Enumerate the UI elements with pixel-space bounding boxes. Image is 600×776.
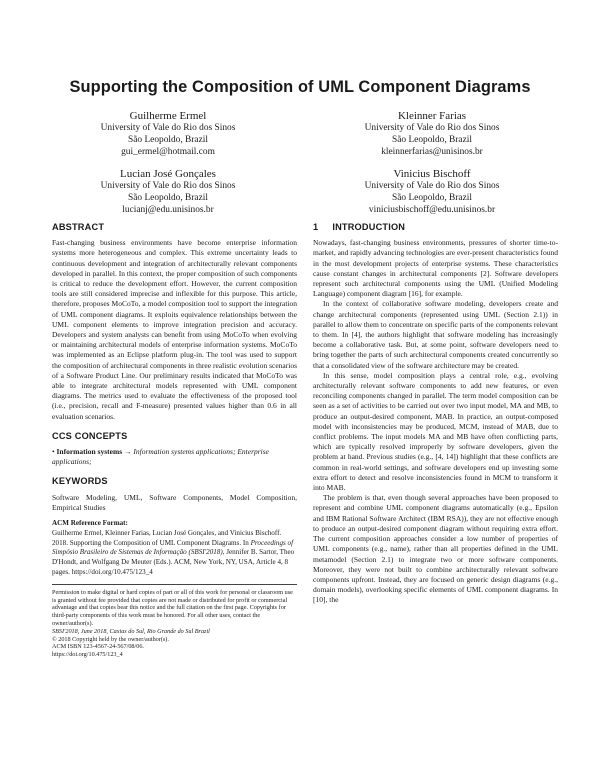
author-email: kleinnerfarias@unisinos.br	[381, 146, 483, 157]
keywords-text: Software Modeling, UML, Software Components, Model Composition, Empirical Studies	[52, 492, 297, 512]
author-affiliation: University of Vale do Rio dos Sinos	[364, 181, 500, 191]
author-location: São Leopoldo, Brazil	[128, 134, 208, 145]
section-title: INTRODUCTION	[332, 222, 406, 232]
author-block	[38, 168, 298, 216]
author-email: gui_ermel@hotmail.com	[121, 146, 215, 157]
left-column	[52, 222, 297, 659]
author-block	[302, 168, 562, 216]
intro-heading	[313, 222, 558, 232]
author-block	[302, 110, 562, 158]
author-email: viniciusbischoff@edu.unisinos.br	[368, 204, 496, 215]
doi-link[interactable]: https://doi.org/10.475/123_4	[52, 651, 123, 659]
keywords-heading: KEYWORDS	[52, 476, 108, 487]
author-name: Guilherme Ermel	[129, 110, 207, 122]
acm-reference-text	[52, 529, 297, 578]
abstract-text: Fast-changing business environments have become enterprise information systems more heterogeneous and complex. This extreme uncertainty leads to continuous development and integration of architecturally relevant components developed in parallel. In this context, the proper composition of such components is critical to reduce the development effort. However, the current composition tools are still considered imprecise and inflexible for this purpose. This article, therefore, proposes MoCoTo, a model composition tool to support the integration of UML component diagrams. It exploits equivalence relationships between the UML component elements to improve integration precision and accuracy. Developers and system analysts can benefit from using MoCoTo when evolving or maintaining architectural models of enterprise information systems. MoCoTo was implemented as an Eclipse platform plug-in. The tool was used to support the composition of architectural components in three realistic evolution scenarios of a Software Product Line. Our preliminary results indicated that MoCoTo was able to integrate architectural models represented with UML component diagrams. The metrics used to evaluate the effectiveness of the proposed tool (i.e., precision, recall and F-measure) presented values higher than 0.6 in all evaluation scenarios.	[52, 238, 297, 421]
copyright-note: © 2018 Copyright held by the owner/author(s).	[52, 635, 169, 643]
intro-paragraph: In this sense, model composition plays a central role, e.g., evolving architecturally relevant software components to add new features, or even reconciling components changed in parallel. The term model composition can be seen as a set of activities to be carried out over two input model, MA and MB, to produce an output-desired component, MAB. In practice, an output-composed model with inconsistencies may be produced, MCM, instead of MAB, due to conflict problems. The input models MA and MB have often conflicting parts, which are typically resolved improperly by software developers, given the problem at hand. Previous studies (e.g., [4, 14]) highlight that these conflicts are common in real-world settings, and software developers end up investing some extra effort to detect and resolve inconsistencies found in MCM to transform it into MAB.	[313, 370, 558, 493]
author-affiliation: University of Vale do Rio dos Sinos	[364, 123, 500, 133]
abstract-heading: ABSTRACT	[52, 222, 105, 232]
reference-part: Guilherme Ermel, Kleinner Farias, Lucian José Gonçales, and Vinicius Bischoff. 2018. Supporting the Composition of UML Component Diagrams. In	[52, 528, 282, 547]
author-location: São Leopoldo, Brazil	[392, 192, 472, 203]
acm-reference-heading: ACM Reference Format:	[52, 519, 128, 528]
footnote-divider	[52, 584, 297, 585]
author-email: lucianj@edu.unisinos.br	[122, 204, 214, 215]
intro-paragraph: In the context of collaborative software modeling, developers create and change architectural components (represented using UML (Section 2.1)) in parallel to allow them to concentrate on specific parts of the components relevant to them. In [4], the authors highlight that software modeling has increasingly become a collaborative task. But, at some point, software developers need to bring together the parts of such architectural components created concurrently so that a consolidated view of the software architecture may be created.	[313, 299, 558, 370]
section-number: 1	[313, 222, 319, 232]
isbn-note: ACM ISBN 123-4567-24-567/08/06.	[52, 643, 144, 651]
ccs-heading: CCS CONCEPTS	[52, 430, 128, 441]
ccs-concept: Information systems	[56, 447, 123, 457]
author-name: Vinicius Bischoff	[393, 168, 471, 180]
author-location: São Leopoldo, Brazil	[128, 192, 208, 203]
author-name: Lucian José Gonçales	[120, 168, 216, 180]
author-block	[38, 110, 298, 158]
author-location: São Leopoldo, Brazil	[392, 134, 472, 145]
bullet-glyph: •	[52, 447, 55, 457]
ccs-concepts	[52, 447, 297, 467]
paper-title: Supporting the Composition of UML Component Diagrams	[69, 78, 531, 96]
permission-notice: Permission to make digital or hard copies of part or all of this work for personal or classroom use is granted without fee provided that copies are not made or distributed for profit or commercial advantage and that copies bear this notice and the full citation on the first page. Copyrights for third-party components of this work must be honored. For all other uses, contact the owner/author(s).	[52, 588, 293, 628]
right-column	[313, 222, 558, 606]
intro-paragraph: The problem is that, even though several approaches have been proposed to represent and combine UML component diagrams automatically (e.g., Epsilon and IBM Rational Software Architect (IBM RSA)), they are not effective enough to produce an output-desired component diagram without requiring extra effort. The current composition approaches consider a low number of properties of UML components (e.g., name), rather than all properties defined in the UML metamodel (Section 2.1) to integrate two or more software components. Moreover, they were not built to combine architecturally relevant software components upfront. Instead, they are focused on generic design diagrams (e.g., domain models), overlooking specific elements of UML component diagrams. In [10], the	[313, 493, 558, 605]
author-affiliation: University of Vale do Rio dos Sinos	[100, 123, 236, 133]
author-affiliation: University of Vale do Rio dos Sinos	[100, 181, 236, 191]
venue-note: SBSI'2018, June 2018, Caxias do Sul, Rio Grande do Sul Brazil	[52, 627, 210, 635]
reference-venue: Proceedings of Simpósio Brasileiro de Sistemas de Informação (SBSI'2018),	[52, 538, 294, 557]
author-name: Kleinner Farias	[397, 110, 467, 122]
reference-part: Jennifer B. Sartor, Theo D'Hondt, and Wolfgang De Meuter (Eds.). ACM, New York, NY, USA, Article 4, 8 pages. https://doi.org/10.475/123_4	[52, 548, 295, 577]
arrow-icon: →	[124, 447, 132, 457]
ccs-subconcepts: Information systems applications; Enterprise applications;	[52, 447, 270, 467]
intro-paragraph: Nowadays, fast-changing business environments, pressures of shorter time-to-market, and rapidly advancing technologies are ever-present characteristics found in the most development projects of enterprise systems. These characteristics cause constant changes in architectural components [2]. Software developers represent such architectural components using the UML (Unified Modeling Language) component diagram [16], for example.	[313, 238, 558, 299]
